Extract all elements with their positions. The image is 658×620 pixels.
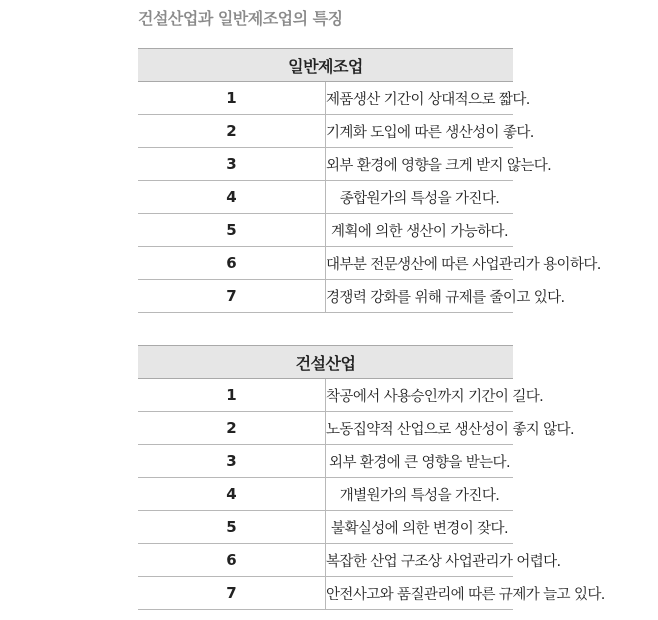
table-row (138, 82, 513, 115)
table-row (138, 544, 513, 577)
construction-table (138, 345, 605, 610)
table-row (138, 478, 513, 511)
table-row (138, 115, 513, 148)
table-row (138, 379, 513, 412)
row-text: 안전사고와 품질관리에 따른 규제가 늘고 있다. (326, 577, 514, 610)
row-text: 외부 환경에 영향을 크게 받지 않는다. (326, 148, 514, 181)
row-number: 2 (138, 412, 326, 445)
row-number: 7 (138, 280, 326, 313)
table-row (138, 511, 513, 544)
row-text: 외부 환경에 큰 영향을 받는다. (326, 445, 514, 478)
row-text: 제품생산 기간이 상대적으로 짧다. (326, 82, 514, 115)
row-number: 3 (138, 148, 326, 181)
manufacturing-table (138, 48, 601, 313)
row-text: 복잡한 산업 구조상 사업관리가 어렵다. (326, 544, 514, 577)
row-number: 1 (138, 379, 326, 412)
table-row (138, 214, 513, 247)
row-text: 개별원가의 특성을 가진다. (326, 478, 514, 511)
table-row (138, 412, 513, 445)
row-text: 노동집약적 산업으로 생산성이 좋지 않다. (326, 412, 514, 445)
row-number: 6 (138, 544, 326, 577)
table-row (138, 445, 513, 478)
row-number: 2 (138, 115, 326, 148)
row-text: 계획에 의한 생산이 가능하다. (326, 214, 514, 247)
table-row (138, 247, 513, 280)
table-row (138, 280, 513, 313)
row-number: 3 (138, 445, 326, 478)
row-number: 5 (138, 511, 326, 544)
row-text: 경쟁력 강화를 위해 규제를 줄이고 있다. (326, 280, 514, 313)
row-number: 4 (138, 181, 326, 214)
row-number: 1 (138, 82, 326, 115)
row-text: 착공에서 사용승인까지 기간이 길다. (326, 379, 514, 412)
row-number: 4 (138, 478, 326, 511)
row-number: 7 (138, 577, 326, 610)
row-number: 6 (138, 247, 326, 280)
table-row (138, 181, 513, 214)
table-row (138, 577, 513, 610)
row-text: 불확실성에 의한 변경이 잦다. (326, 511, 514, 544)
row-text: 종합원가의 특성을 가진다. (326, 181, 514, 214)
row-number: 5 (138, 214, 326, 247)
table-row (138, 148, 513, 181)
row-text: 기계화 도입에 따른 생산성이 좋다. (326, 115, 514, 148)
page-title: 건설산업과 일반제조업의 특징 (138, 9, 343, 28)
table-header: 일반제조업 (138, 49, 513, 82)
table-header: 건설산업 (138, 346, 513, 379)
row-text: 대부분 전문생산에 따른 사업관리가 용이하다. (326, 247, 514, 280)
